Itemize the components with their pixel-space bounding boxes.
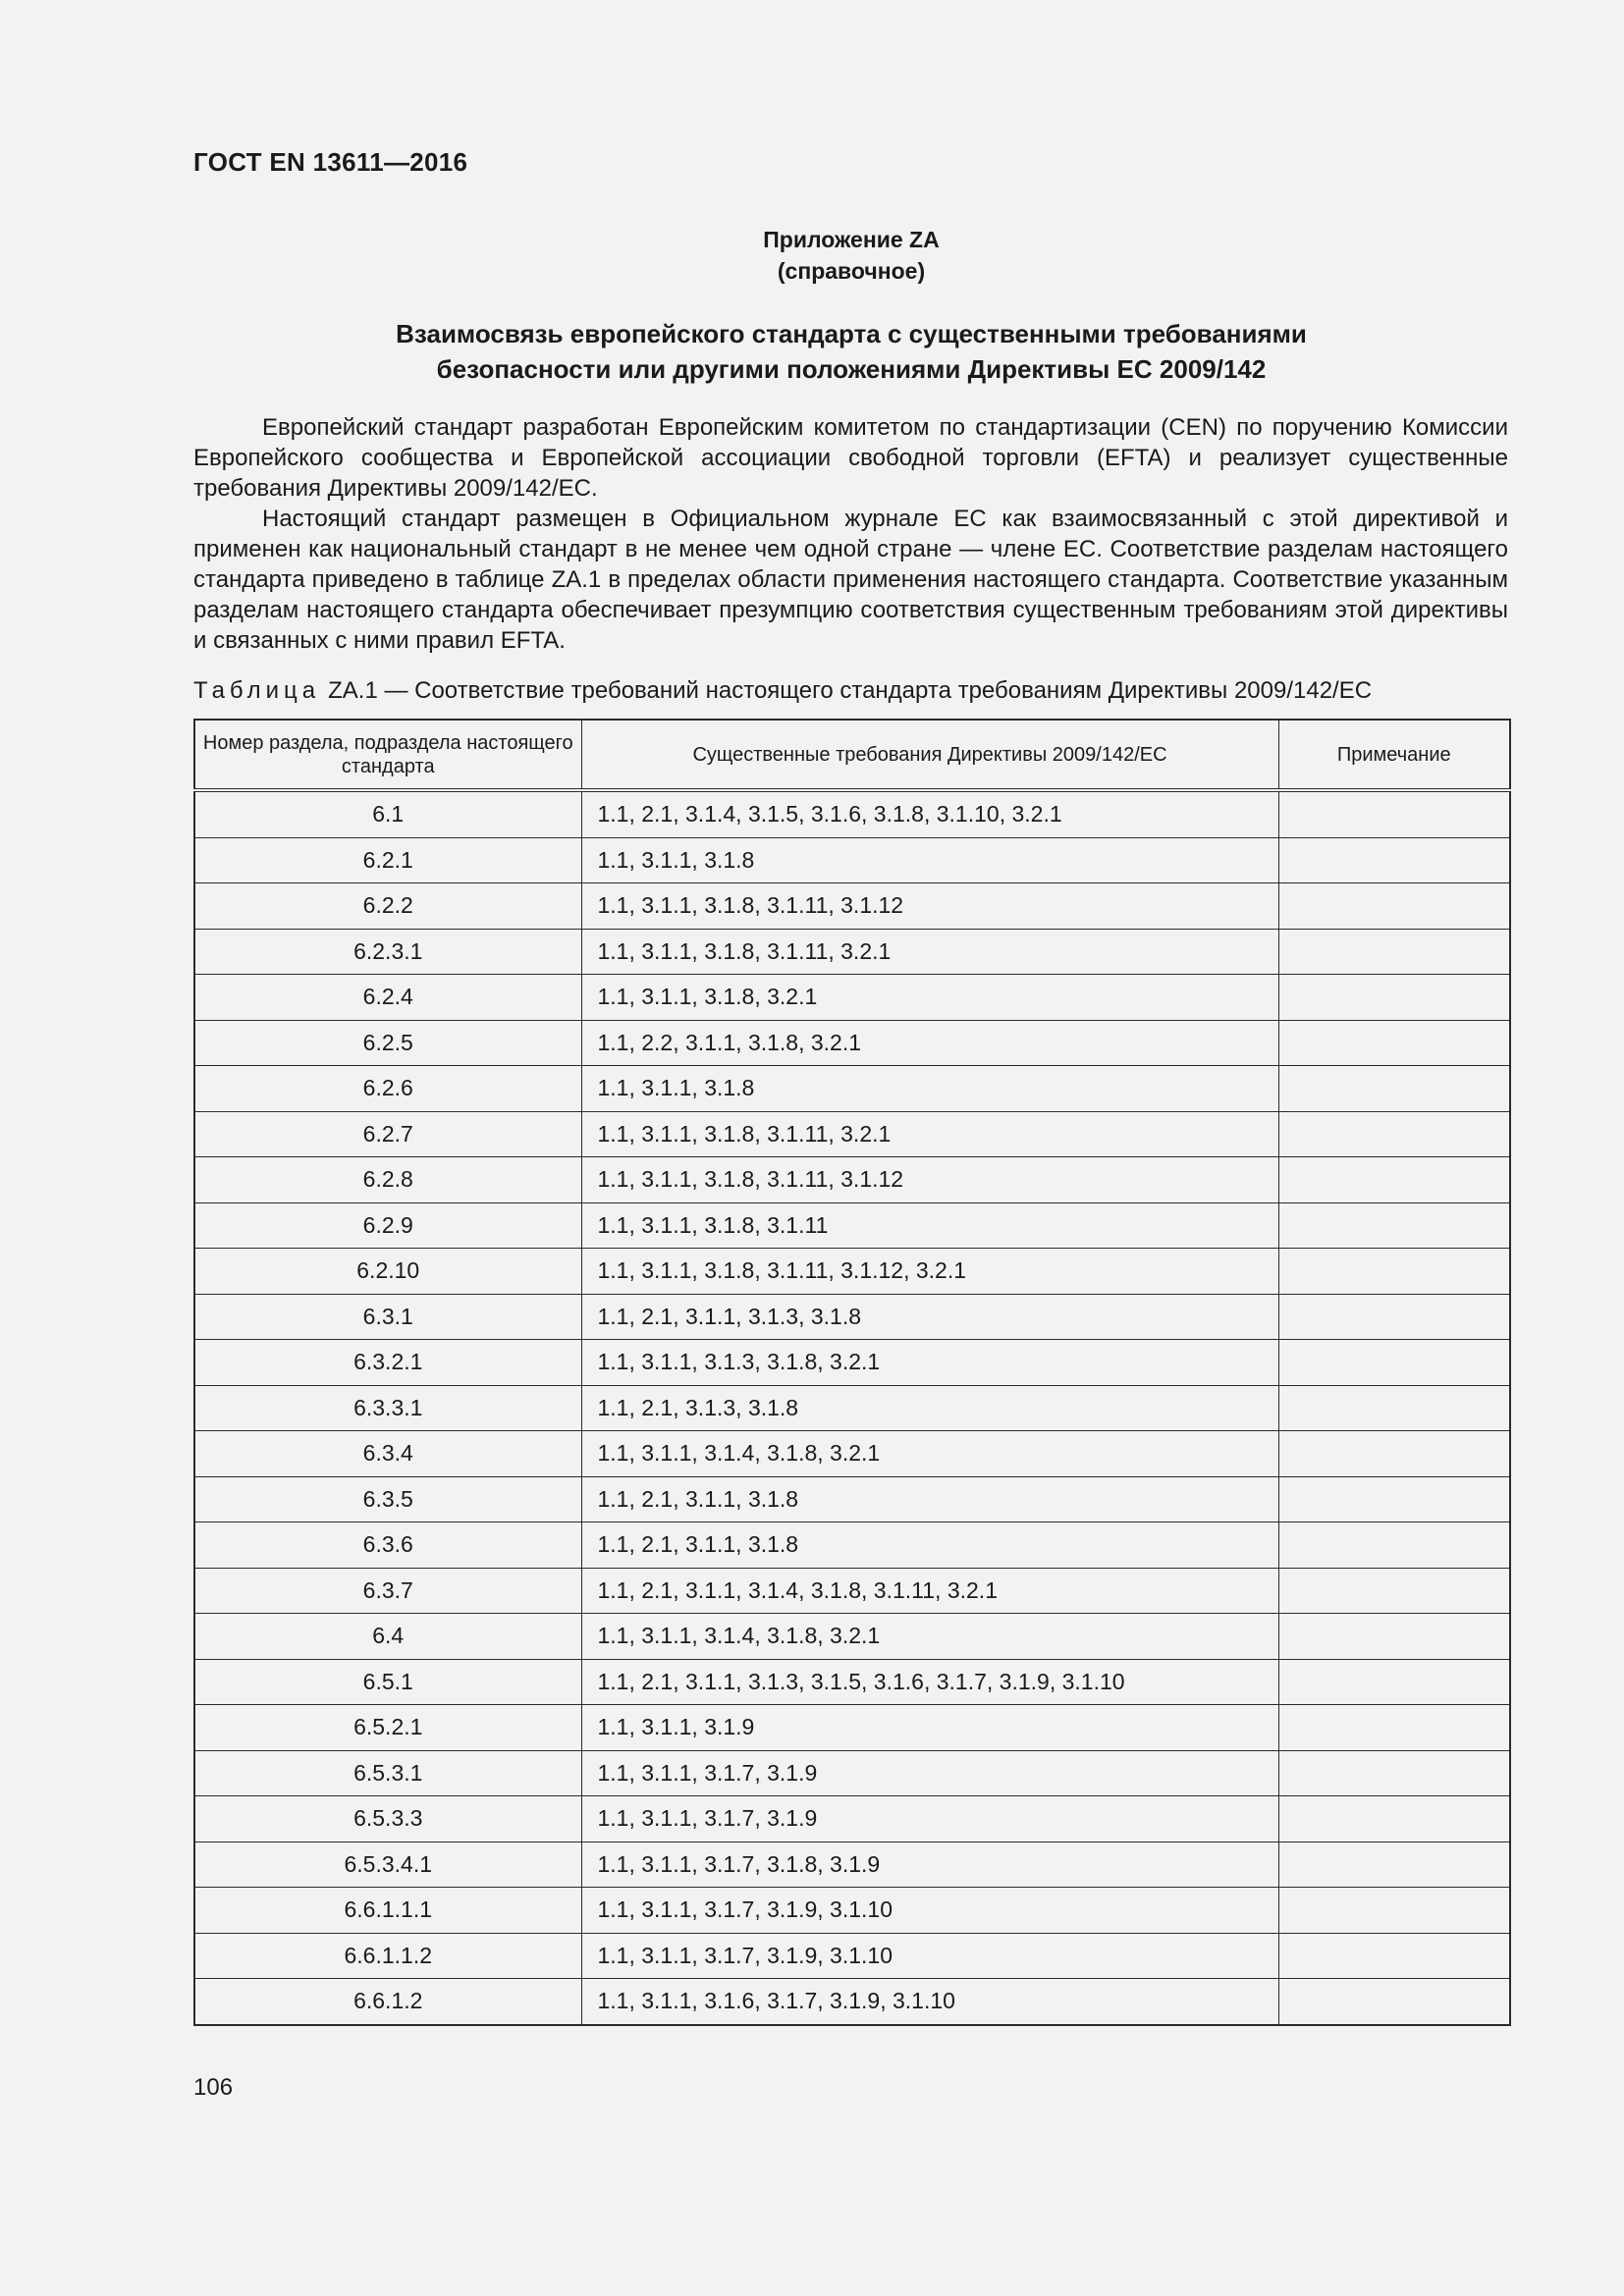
paragraph: Европейский стандарт разработан Европейским комитетом по стандартизации (CEN) по поручению Комиссии Европейского сообщества и Европейской ассоциации свободной торговли (EFTA) и реализует существенные требования Директивы 2009/142/ЕС.	[193, 414, 1508, 502]
table-row	[194, 929, 1510, 975]
requirements-cell: 1.1, 3.1.1, 3.1.7, 3.1.8, 3.1.9	[581, 1842, 1278, 1888]
section-cell: 6.3.4	[194, 1431, 581, 1477]
table-row	[194, 1705, 1510, 1751]
annex-type: (справочное)	[777, 258, 926, 284]
note-cell	[1278, 1431, 1510, 1477]
table-row	[194, 1340, 1510, 1386]
table-caption-label: Таблица	[193, 677, 321, 704]
section-heading	[193, 316, 1509, 387]
note-cell	[1278, 1888, 1510, 1934]
section-cell: 6.6.1.1.2	[194, 1933, 581, 1979]
note-cell	[1278, 975, 1510, 1021]
paragraph: Настоящий стандарт размещен в Официальном журнале ЕС как взаимосвязанный с этой директивой и применен как национальный стандарт в не менее чем одной стране — члене ЕС. Соответствие разделам настоящего стандарта приведено в таблице ZA.1 в пределах области применения настоящего стандарта. Соответствие указанным разделам настоящего стандарта обеспечивает презумпцию соответствия существенным требованиям этой директивы и связанных с ними правил EFTA.	[193, 506, 1508, 654]
section-cell: 6.3.2.1	[194, 1340, 581, 1386]
annex-title: Приложение ZA	[763, 227, 940, 252]
table-row	[194, 1385, 1510, 1431]
section-cell: 6.3.3.1	[194, 1385, 581, 1431]
note-cell	[1278, 1659, 1510, 1705]
table-row	[194, 883, 1510, 930]
note-cell	[1278, 1933, 1510, 1979]
table-row	[194, 1111, 1510, 1157]
table-row	[194, 1202, 1510, 1249]
heading-line-2: безопасности или другими положениями Директивы ЕС 2009/142	[436, 354, 1267, 384]
requirements-cell: 1.1, 3.1.1, 3.1.4, 3.1.8, 3.2.1	[581, 1614, 1278, 1660]
requirements-cell: 1.1, 3.1.1, 3.1.8, 3.1.11, 3.1.12	[581, 1157, 1278, 1203]
section-cell: 6.5.2.1	[194, 1705, 581, 1751]
table-row	[194, 1888, 1510, 1934]
note-cell	[1278, 837, 1510, 883]
heading-line-1: Взаимосвязь европейского стандарта с существенными требованиями	[396, 319, 1307, 348]
section-cell: 6.6.1.1.1	[194, 1888, 581, 1934]
note-cell	[1278, 1249, 1510, 1295]
note-cell	[1278, 1111, 1510, 1157]
requirements-cell: 1.1, 3.1.1, 3.1.8, 3.1.11, 3.1.12	[581, 883, 1278, 930]
note-cell	[1278, 1842, 1510, 1888]
requirements-cell: 1.1, 2.1, 3.1.1, 3.1.3, 3.1.5, 3.1.6, 3.1.7, 3.1.9, 3.1.10	[581, 1659, 1278, 1705]
table-caption	[193, 676, 1372, 706]
section-cell: 6.6.1.2	[194, 1979, 581, 2025]
table-row	[194, 837, 1510, 883]
table-row	[194, 1933, 1510, 1979]
table-row	[194, 1979, 1510, 2025]
table-row	[194, 1614, 1510, 1660]
requirements-cell: 1.1, 3.1.1, 3.1.7, 3.1.9, 3.1.10	[581, 1933, 1278, 1979]
requirements-cell: 1.1, 3.1.1, 3.1.4, 3.1.8, 3.2.1	[581, 1431, 1278, 1477]
requirements-cell: 1.1, 3.1.1, 3.1.7, 3.1.9, 3.1.10	[581, 1888, 1278, 1934]
note-cell	[1278, 1020, 1510, 1066]
requirements-cell: 1.1, 3.1.1, 3.1.8, 3.2.1	[581, 975, 1278, 1021]
note-cell	[1278, 1796, 1510, 1842]
section-cell: 6.2.6	[194, 1066, 581, 1112]
table-row	[194, 790, 1510, 837]
note-cell	[1278, 1066, 1510, 1112]
header-note: Примечание	[1278, 720, 1510, 790]
requirements-cell: 1.1, 3.1.1, 3.1.8, 3.1.11, 3.2.1	[581, 929, 1278, 975]
requirements-cell: 1.1, 3.1.1, 3.1.8	[581, 837, 1278, 883]
requirements-cell: 1.1, 3.1.1, 3.1.8, 3.1.11, 3.1.12, 3.2.1	[581, 1249, 1278, 1295]
note-cell	[1278, 1476, 1510, 1522]
table-row	[194, 1842, 1510, 1888]
section-cell: 6.5.1	[194, 1659, 581, 1705]
requirements-table	[193, 719, 1511, 2026]
requirements-cell: 1.1, 2.1, 3.1.3, 3.1.8	[581, 1385, 1278, 1431]
note-cell	[1278, 1340, 1510, 1386]
requirements-cell: 1.1, 2.1, 3.1.1, 3.1.4, 3.1.8, 3.1.11, 3.2.1	[581, 1568, 1278, 1614]
table-row	[194, 1750, 1510, 1796]
section-cell: 6.5.3.4.1	[194, 1842, 581, 1888]
table-row	[194, 1249, 1510, 1295]
note-cell	[1278, 929, 1510, 975]
section-cell: 6.5.3.1	[194, 1750, 581, 1796]
section-cell: 6.2.10	[194, 1249, 581, 1295]
table-row	[194, 1294, 1510, 1340]
header-essential-requirements: Существенные требования Директивы 2009/142/ЕС	[581, 720, 1278, 790]
requirements-cell: 1.1, 3.1.1, 3.1.8, 3.1.11, 3.2.1	[581, 1111, 1278, 1157]
note-cell	[1278, 1750, 1510, 1796]
page-number: 106	[193, 2074, 234, 2101]
note-cell	[1278, 1614, 1510, 1660]
section-cell: 6.3.1	[194, 1294, 581, 1340]
requirements-cell: 1.1, 3.1.1, 3.1.7, 3.1.9	[581, 1750, 1278, 1796]
section-cell: 6.4	[194, 1614, 581, 1660]
requirements-cell: 1.1, 3.1.1, 3.1.7, 3.1.9	[581, 1796, 1278, 1842]
note-cell	[1278, 1385, 1510, 1431]
requirements-cell: 1.1, 2.2, 3.1.1, 3.1.8, 3.2.1	[581, 1020, 1278, 1066]
note-cell	[1278, 1294, 1510, 1340]
section-cell: 6.2.9	[194, 1202, 581, 1249]
note-cell	[1278, 1705, 1510, 1751]
section-cell: 6.1	[194, 790, 581, 837]
table-header-row	[194, 720, 1510, 790]
section-cell: 6.3.6	[194, 1522, 581, 1569]
annex-title-block	[0, 224, 1624, 287]
section-cell: 6.3.7	[194, 1568, 581, 1614]
section-cell: 6.2.5	[194, 1020, 581, 1066]
table-row	[194, 1476, 1510, 1522]
section-cell: 6.2.3.1	[194, 929, 581, 975]
requirements-cell: 1.1, 3.1.1, 3.1.8	[581, 1066, 1278, 1112]
table-row	[194, 1020, 1510, 1066]
requirements-cell: 1.1, 2.1, 3.1.1, 3.1.8	[581, 1522, 1278, 1569]
section-cell: 6.2.2	[194, 883, 581, 930]
note-cell	[1278, 1157, 1510, 1203]
header-section-number: Номер раздела, подраздела настоящего стандарта	[194, 720, 581, 790]
requirements-cell: 1.1, 2.1, 3.1.1, 3.1.3, 3.1.8	[581, 1294, 1278, 1340]
requirements-cell: 1.1, 2.1, 3.1.4, 3.1.5, 3.1.6, 3.1.8, 3.1.10, 3.2.1	[581, 790, 1278, 837]
table-row	[194, 1066, 1510, 1112]
table-row	[194, 1568, 1510, 1614]
section-cell: 6.3.5	[194, 1476, 581, 1522]
section-cell: 6.2.8	[194, 1157, 581, 1203]
note-cell	[1278, 883, 1510, 930]
body-text	[193, 412, 1508, 656]
note-cell	[1278, 1522, 1510, 1569]
requirements-cell: 1.1, 3.1.1, 3.1.8, 3.1.11	[581, 1202, 1278, 1249]
table-row	[194, 1796, 1510, 1842]
table-row	[194, 1522, 1510, 1569]
requirements-cell: 1.1, 3.1.1, 3.1.6, 3.1.7, 3.1.9, 3.1.10	[581, 1979, 1278, 2025]
document-header: ГОСТ EN 13611—2016	[193, 147, 468, 177]
note-cell	[1278, 790, 1510, 837]
section-cell: 6.2.4	[194, 975, 581, 1021]
requirements-cell: 1.1, 2.1, 3.1.1, 3.1.8	[581, 1476, 1278, 1522]
requirements-cell: 1.1, 3.1.1, 3.1.9	[581, 1705, 1278, 1751]
section-cell: 6.2.1	[194, 837, 581, 883]
table-row	[194, 975, 1510, 1021]
section-cell: 6.5.3.3	[194, 1796, 581, 1842]
note-cell	[1278, 1202, 1510, 1249]
requirements-cell: 1.1, 3.1.1, 3.1.3, 3.1.8, 3.2.1	[581, 1340, 1278, 1386]
note-cell	[1278, 1568, 1510, 1614]
table-caption-text: ZA.1 — Соответствие требований настоящего стандарта требованиям Директивы 2009/142/ЕС	[328, 677, 1373, 704]
table-row	[194, 1659, 1510, 1705]
table-row	[194, 1157, 1510, 1203]
section-cell: 6.2.7	[194, 1111, 581, 1157]
note-cell	[1278, 1979, 1510, 2025]
table-row	[194, 1431, 1510, 1477]
